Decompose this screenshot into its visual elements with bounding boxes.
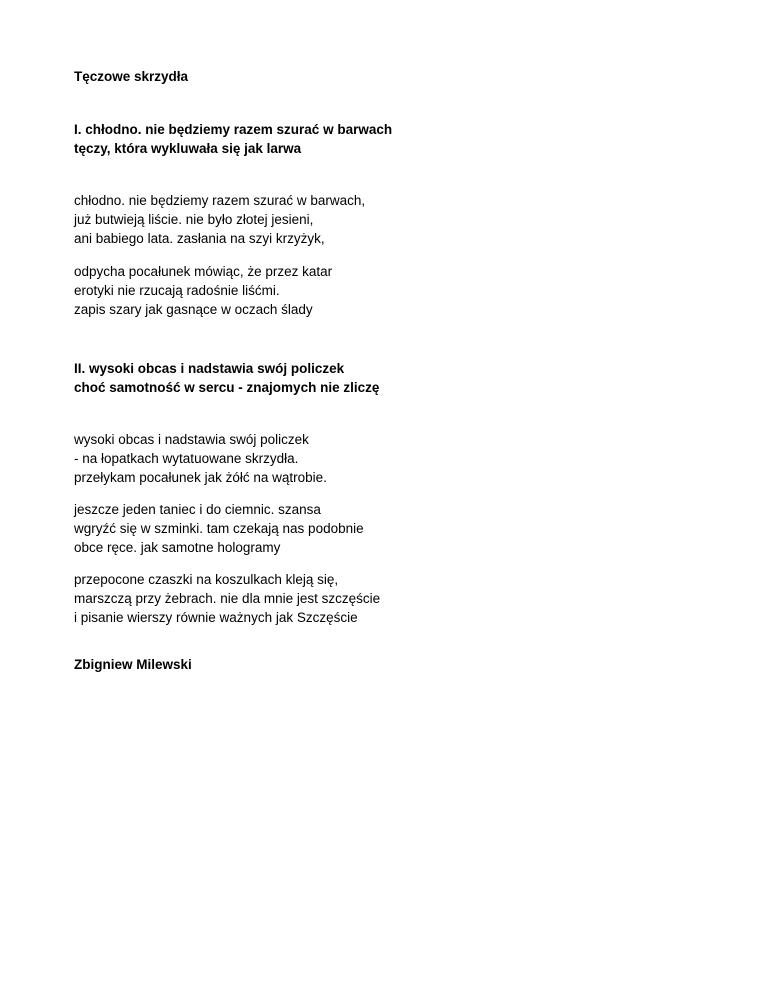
- part-2-stanza-3-line-1: przepocone czaszki na koszulkach kleją się,: [74, 572, 339, 587]
- part-2-stanza-3-line-3: i pisanie wierszy równie ważnych jak Szczęście: [74, 610, 358, 625]
- part-1-stanza-2-line-2: erotyki nie rzucają radośnie liśćmi.: [74, 283, 280, 298]
- part-2-heading-line-1: II. wysoki obcas i nadstawia swój policzek: [74, 361, 345, 376]
- part-1-stanza-2-line-1: odpycha pocałunek mówiąc, że przez katar: [74, 264, 333, 279]
- part-2-stanza-2-line-2: wgryźć się w szminki. tam czekają nas podobnie: [74, 521, 364, 536]
- part-2-stanza-2-line-3: obce ręce. jak samotne hologramy: [74, 540, 281, 555]
- part-1-heading-line-1: I. chłodno. nie będziemy razem szurać w barwach: [74, 122, 393, 137]
- part-1-stanza-2-line-3: zapis szary jak gasnące w oczach ślady: [74, 302, 313, 317]
- part-1-stanza-1-line-3: ani babiego lata. zasłania na szyi krzyżyk,: [74, 231, 325, 246]
- part-2-stanza-1-line-3: przełykam pocałunek jak żółć na wątrobie.: [74, 470, 327, 485]
- part-1-stanza-1-line-1: chłodno. nie będziemy razem szurać w barwach,: [74, 193, 366, 208]
- part-2-stanza-2-line-1: jeszcze jeden taniec i do ciemnic. szansa: [74, 502, 321, 517]
- part-1-heading-line-2: tęczy, która wykluwała się jak larwa: [74, 141, 302, 156]
- part-2-stanza-3-line-2: marszczą przy żebrach. nie dla mnie jest szczęście: [74, 591, 381, 606]
- part-2-stanza-1-line-1: wysoki obcas i nadstawia swój policzek: [74, 432, 309, 447]
- poem-title: Tęczowe skrzydła: [74, 69, 189, 84]
- part-2-stanza-1-line-2: - na łopatkach wytatuowane skrzydła.: [74, 451, 299, 466]
- part-2-heading-line-2: choć samotność w sercu - znajomych nie zliczę: [74, 380, 380, 395]
- part-1-stanza-1-line-2: już butwieją liście. nie było złotej jesieni,: [74, 212, 314, 227]
- author-signature: Zbigniew Milewski: [74, 657, 192, 672]
